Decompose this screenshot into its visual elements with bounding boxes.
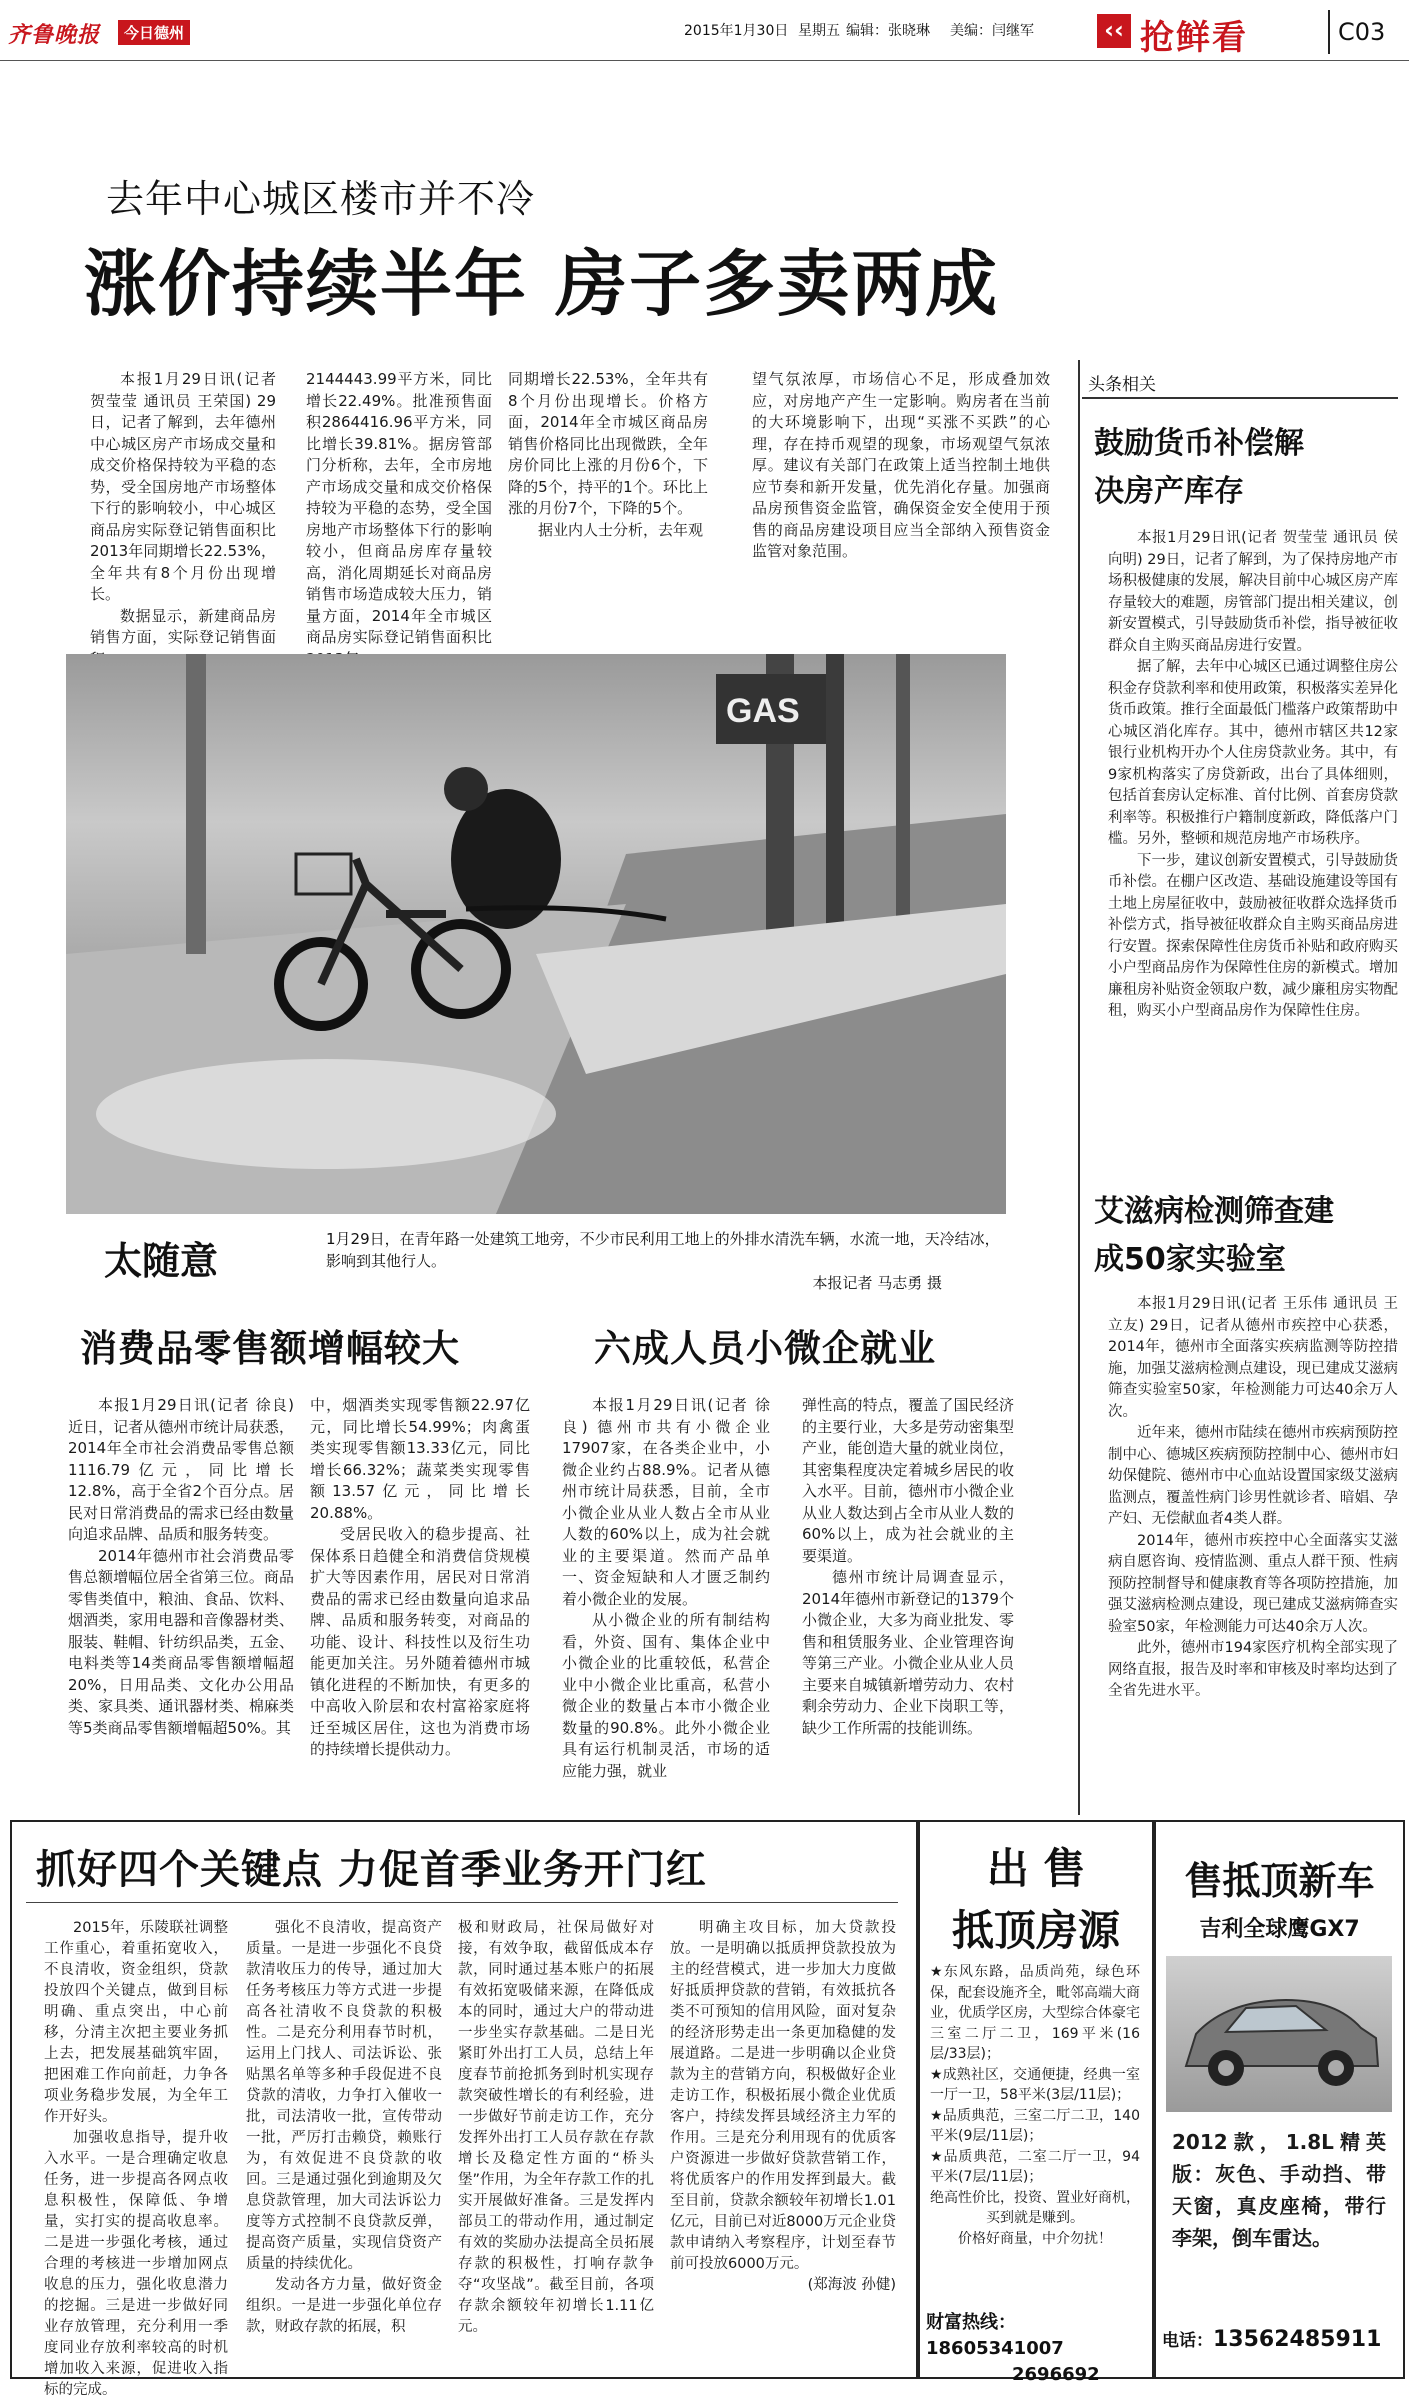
smallbiz-headline: 六成人员小微企就业 [594, 1327, 936, 1370]
sidebar-divider [1078, 360, 1080, 1815]
phone-label: 电话： [1162, 2331, 1213, 2351]
paragraph: 本报1月29日讯(记者 贺莹莹 通讯员 侯向明) 29日，记者了解到，为了保持房地产市场积极健康的发展，解决目前中心城区房产库存量较大的难题，房管部门提出相关建议，创新安置模式，引导鼓励货币补偿，指导被征收群众自主购买商品房进行安置。 [1108, 530, 1398, 654]
bank-column-3 [458, 1918, 654, 2338]
section-badge: 今日德州 [118, 20, 190, 45]
photo-credit: 本报记者 马志勇 摄 [812, 1274, 942, 1292]
ad-line: ★品质典范，二室二厅一卫，94平米(7层/11层)； [930, 2148, 1140, 2185]
car-ad-desc: 2012款，1.8L精英版：灰色、手动挡、带天窗，真皮座椅，带行李架，倒车雷达。 [1172, 2130, 1386, 2250]
paragraph: 发动各方力量，做好资金组织。一是进一步强化单位存款，财政存款的拓展，积 [246, 2277, 442, 2335]
editor-credit: 编辑：张晓琳 [846, 23, 930, 39]
paragraph: 从小微企业的所有制结构看，外资、国有、集体企业中小微企业的比重较低，私营企业中小微企业比重高，私营小微企业的数量占本市小微企业数量的90.8%。此外小微企业具有运行机制灵活，市场的适应能力强，就业 [562, 1611, 770, 1780]
photo-caption [326, 1228, 1002, 1294]
ad-line: 价格好商量，中介勿扰！ [958, 2230, 1112, 2247]
paragraph: 2014年，德州市疾控中心全面落实艾滋病自愿咨询、疫情监测、重点人群干预、性病预防控制督导和健康教育等各项防控措施，加强艾滋病检测点建设，现已建成艾滋病筛查实验室50家，年检测能力可达40余万人次。 [1108, 1532, 1398, 1635]
ad-line: ★东风东路，品质尚苑，绿色环保，配套设施齐全，毗邻高端大商业，优质学区房，大型综合体豪宅三室二厅二卫，169平米(16层/33层)； [930, 1964, 1140, 2062]
paragraph: 受居民收入的稳步提高、社保体系日趋健全和消费信贷规模扩大等因素作用，居民对日常消费品的需求已经由数量向追求品牌、品质和服务转变，对商品的功能、设计、科技性以及衍生功能更加关注。另外随着德州市城镇化进程的不断加快，有更多的中高收入阶层和农村富裕家庭将迁至城区居住，这也为消费市场的持续增长提供动力。 [310, 1525, 530, 1758]
paragraph: 加强收息指导，提升收入水平。一是合理确定收息任务，进一步提高各网点收息积极性，保障低、争增量，实打实的提高收息率。二是进一步强化考核，通过合理的考核进一步增加网点收息的压力，强化收息潜力的挖掘。三是进一步做好同业存放管理，充分利用一季度同业存放利率较高的时机增加收入来源，促进收入指标的完成。 [44, 2130, 228, 2398]
lead-headline: 涨价持续半年 房子多卖两成 [84, 242, 1000, 326]
retail-column-1 [68, 1395, 294, 1739]
paragraph: 强化不良清收，提高资产质量。一是进一步强化不良贷款清收压力的传导，通过加大任务考核压力等方式进一步提高各社清收不良贷款的积极性。二是充分利用春节时机，运用上门找人、司法诉讼、张贴黑名单等多种手段促进不良贷款的清收，力争打入催收一批，司法清收一批，宣传带动一批，严厉打击赖贷，赖账行为，有效促进不良贷款的收回。三是通过强化到逾期及欠息贷款管理，加大司法诉讼力度等方式控制不良贷款反弹，提高资产质量，实现信贷资产质量的持续优化。 [246, 1920, 442, 2272]
caption-text: 1月29日，在青年路一处建筑工地旁，不少市民利用工地上的外排水清洗车辆，水流一地，天冷结冰，影响到其他行人。 [326, 1230, 1000, 1270]
side-story-2-title: 艾滋病检测筛查建成50家实验室 [1094, 1194, 1334, 1277]
tree-trunk [826, 654, 844, 954]
tree-trunk [186, 654, 206, 954]
paragraph: 此外，德州市194家医疗机构全部实现了网络直报，报告及时率和审核及时率均达到了全省先进水平。 [1108, 1640, 1398, 1699]
car-ad-phone [1162, 2326, 1381, 2352]
paragraph: 德州市统计局调查显示，2014年德州市新登记的1379个小微企业，大多为商业批发、零售和租赁服务业、企业管理咨询等第三产业。小微企业从业人员主要来自城镇新增劳动力、农村剩余劳动力、企业下岗职工等，缺少工作所需的技能训练。 [802, 1568, 1014, 1737]
ad-line: 绝高性价比，投资、置业好商机，买到就是赚到。 [930, 2189, 1140, 2226]
bank-byline: (郑海波 孙健) [807, 2277, 896, 2293]
house-ad-lines [930, 1962, 1140, 2249]
related-tag-text: 头条相关 [1088, 375, 1156, 395]
side-story-1-body [1108, 528, 1398, 1023]
phone-label: 财富热线： [926, 2312, 1016, 2333]
masthead [0, 0, 1409, 64]
issue-weekday: 星期五 [798, 23, 840, 39]
news-photo [66, 654, 1006, 1214]
paragraph: 本报1月29日讯(记者 王乐伟 通讯员 王立友) 29日，记者从德州市疾控中心获悉，2014年，德州市全面落实疾病监测等防控措施，加强艾滋病检测点建设，现已建成艾滋病筛查实验室50家，年检测能力可达40余万人次。 [1108, 1296, 1398, 1420]
paragraph: 2014年德州市社会消费品零售总额增幅位居全省第三位。商品零售类值中，粮油、食品、饮料、烟酒类，家用电器和音像器材类、服装、鞋帽、针纺织品类，五金、电料类等14类商品零售额增幅超20%，日用品类、文化办公用品类、家具类、通讯器材类、棉麻类等5类商品零售额增幅超50%。其 [68, 1546, 294, 1737]
header-divider [1328, 10, 1330, 54]
car-ad-model: 吉利全球鹰GX7 [1199, 1917, 1360, 1942]
paragraph: 据业内人士分析，去年观 [538, 520, 704, 539]
lead-column-2 [306, 369, 492, 670]
shop-sign-text: GAS [726, 692, 800, 730]
paragraph: 明确主攻目标，加大贷款投放。一是明确以抵质押贷款投放为主的经营模式，进一步加大力度做好抵质押贷款的营销，有效抵抗各类不可预知的信用风险，面对复杂的经济形势走出一条更加稳健的发展道路。二是进一步明确以企业贷款为主的营销方向，积极做好企业走访工作，积极拓展小微企业优质客户，持续发挥县域经济主力军的作用。三是充分利用现有的优质客户资源进一步做好贷款营销工作，将优质客户的作用发挥到最大。截至目前，贷款余额较年初增长1.01亿元，目前已对近8000万元企业贷款申请纳入考察程序，计划至春节前可投放6000万元。 [670, 1920, 896, 2272]
smallbiz-column-1 [562, 1395, 770, 1782]
issue-date: 2015年1月30日 [684, 23, 789, 39]
lead-column-4 [752, 369, 1050, 563]
person-head [444, 767, 488, 811]
ad-line: ★成熟社区，交通便捷，经典一室一厅一卫，58平米(3层/11层)； [930, 2066, 1140, 2103]
paragraph: 望气氛浓厚，市场信心不足，形成叠加效应，对房地产产生一定影响。购房者在当前的大环境影响下，出现“买涨不买跌”的心理，存在持币观望的现象，市场观望气氛浓厚。建议有关部门在政策上适当控制土地供应节奏和新开发量，优先消化存量。加强商品房预售资金监管，确保资金安全使用于预售的商品房建设项目应当全部纳入预售资金监管对象范围。 [752, 370, 1050, 560]
bike-basket [296, 854, 351, 894]
bank-column-1 [44, 1918, 228, 2401]
bank-headline: 抓好四个关键点 力促首季业务开门红 [36, 1847, 707, 1893]
photo-label: 太随意 [104, 1239, 219, 1283]
lead-column-3 [508, 369, 708, 541]
lead-kicker: 去年中心城区楼市并不冷 [106, 177, 536, 221]
house-ad-title-2: 抵顶房源 [951, 1906, 1120, 1955]
bank-column-4 [670, 1918, 896, 2296]
ice-puddle [96, 1059, 556, 1169]
chevron-double-icon: ‹‹ [1097, 14, 1131, 48]
phone-number-1: 18605341007 [926, 2338, 1064, 2359]
house-ad-phone [926, 2310, 1148, 2388]
photo-illustration [66, 654, 1006, 1214]
paragraph: 本报1月29日讯(记者 徐良) 近日，记者从德州市统计局获悉，2014年全市社会消费品零售总额1116.79亿元，同比增长12.8%，高于全省2个百分点。居民对日常消费品的需求已经由数量向追求品牌、品质和服务转变。 [68, 1396, 294, 1543]
paragraph: 近年来，德州市陆续在德州市疾病预防控制中心、德城区疾病预防控制中心、德州市妇幼保健院、德州市中心血站设置国家级艾滋病监测点，覆盖性病门诊男性就诊者、暗娼、孕产妇、无偿献血者4类人群。 [1108, 1425, 1398, 1527]
smallbiz-column-2 [802, 1395, 1014, 1739]
side-story-1-title: 鼓励货币补偿解决房产库存 [1094, 426, 1304, 509]
retail-column-2 [310, 1395, 530, 1761]
page-number: C03 [1338, 18, 1386, 46]
newspaper-logo: 齐鲁晚报 [8, 22, 101, 48]
paragraph: 2015年，乐陵联社调整工作重心，着重拓宽收入，不良清收，资金组织，贷款投放四个关键点，做到目标明确、重点突出，中心前移，分清主次把主要业务抓上去，把发展基础筑牢固，把困难工作向前赶，力争各项业务稳步发展，为全年工作开好头。 [44, 1920, 228, 2125]
ad-line: ★品质典范，三室二厅二卫，140平米(9层/11层)； [930, 2107, 1140, 2144]
house-ad-title-1: 出 售 [986, 1844, 1086, 1893]
paragraph: 据了解，去年中心城区已通过调整住房公积金存贷款利率和使用政策，积极落实差异化货币政策。推行全面最低门槛落户政策帮助中心城区消化库存。其中，德州市辖区共12家银行业机构开办个人住房贷款业务。其中，有9家机构落实了房贷新政，出台了具体细则，包括首套房认定标准、首付比例、首套房贷款利率等。积极推行户籍制度新政，降低落户门槛。另外，整顿和规范房地产市场秩序。 [1108, 659, 1398, 847]
paragraph: 下一步，建议创新安置模式，引导鼓励货币补偿。在棚户区改造、基础设施建设等国有土地上房屋征收中，鼓励被征收群众选择货币补偿方式，指导被征收群众自主购买商品房进行安置。探索保障性住房货币补贴和政府购买小户型商品房作为保障性住房的新模式。增加廉租房补贴资金领取户数，减少廉租房实物配租，购买小户型商品房作为保障性住房。 [1108, 852, 1398, 1019]
side-story-2-body [1108, 1294, 1398, 1703]
header-rule [0, 60, 1409, 61]
tree-trunk [896, 654, 910, 934]
car-ad-title: 售抵顶新车 [1184, 1859, 1375, 1903]
paragraph: 中，烟酒类实现零售额22.97亿元，同比增长54.99%；肉禽蛋类实现零售额13.33亿元，同比增长66.32%；蔬菜类实现零售额13.57亿元，同比增长20.88%。 [310, 1396, 530, 1522]
lead-column-1 [90, 369, 276, 670]
retail-headline: 消费品零售额增幅较大 [80, 1327, 460, 1370]
phone-number: 13562485911 [1213, 2327, 1382, 2352]
designer-credit: 美编：闫继军 [950, 23, 1034, 39]
related-tag [1082, 369, 1398, 399]
paragraph: 本报1月29日讯(记者 徐良) 德州市共有小微企业17907家，在各类企业中，小微企业约占88.9%。记者从德州市统计局获悉，目前，全市小微企业从业人数占全市从业人数的60%以上，成为社会就业的主要渠道。然而产品单一、资金短缺和人才匮乏制约着小微企业的发展。 [562, 1396, 770, 1608]
car-icon [1166, 1956, 1392, 2112]
paragraph: 极和财政局，社保局做好对接，有效争取，截留低成本存款，同时通过基本账户的拓展有效拓宽吸储来源，在降低成本的同时，通过大户的带动进一步坐实存款基础。二是日光紧盯外出打工人员，总结上年度春节前抢抓务到时机实现存款突破性增长的有利经验，进一步做好节前走访工作，充分发挥外出打工人员存款在存款增长及稳定性方面的“桥头堡”作用，为全年存款工作的扎实开展做好准备。三是发挥内部员工的带动作用，通过制定有效的奖励办法提高全员拓展存款的积极性，打响存款争夺“攻坚战”。截至目前，各项存款余额较年初增长1.11亿元。 [458, 1920, 655, 2335]
paragraph: 数据显示，新建商品房销售方面，实际登记销售面 [90, 606, 276, 646]
paragraph: 同期增长22.53%，全年共有8个月份出现增长。价格方面，2014年全市城区商品房销售价格同比出现微跌，全年房价同比上涨的月份6个，下降的5个，持平的1个。环比上涨的月份7个，下降的5个。 [508, 370, 708, 517]
paragraph: 弹性高的特点，覆盖了国民经济的主要行业，大多是劳动密集型产业，能创造大量的就业岗位，其密集程度决定着城乡居民的收入水平。目前，德州市小微企业从业人数达到占全市从业人数的60%以上，成为社会就业的主要渠道。 [802, 1396, 1014, 1565]
phone-number-2: 2696692 [1012, 2364, 1100, 2385]
paragraph: 本报1月29日讯(记者 贺莹莹 通讯员 王荣国) 29日，记者了解到，去年德州中心城区房产市场成交量和成交价格保持较为平稳的态势，受全国房地产市场整体下行的影响较小，中心城区商品房实际登记销售面积比2013年同期增长22.53%，全年共有8个月份出现增长。 [90, 370, 276, 603]
column-name: 抢鲜看 [1140, 18, 1248, 58]
bank-column-2 [246, 1918, 442, 2338]
bank-headline-rule [26, 1902, 898, 1903]
paragraph: 2144443.99平方米，同比增长22.49%。批准预售面积2864416.96平方米，同比增长39.81%。据房管部门分析称，去年，全市房地产市场成交量和成交价格保持较为平稳的态势，受全国房地产市场整体下行的影响较小，但商品房库存量较高，消化周期延长对商品房销售市场造成较大压力，销量方面，2014年全市城区商品房实际登记销售面积比 [306, 370, 492, 646]
car-photo [1166, 1956, 1392, 2112]
